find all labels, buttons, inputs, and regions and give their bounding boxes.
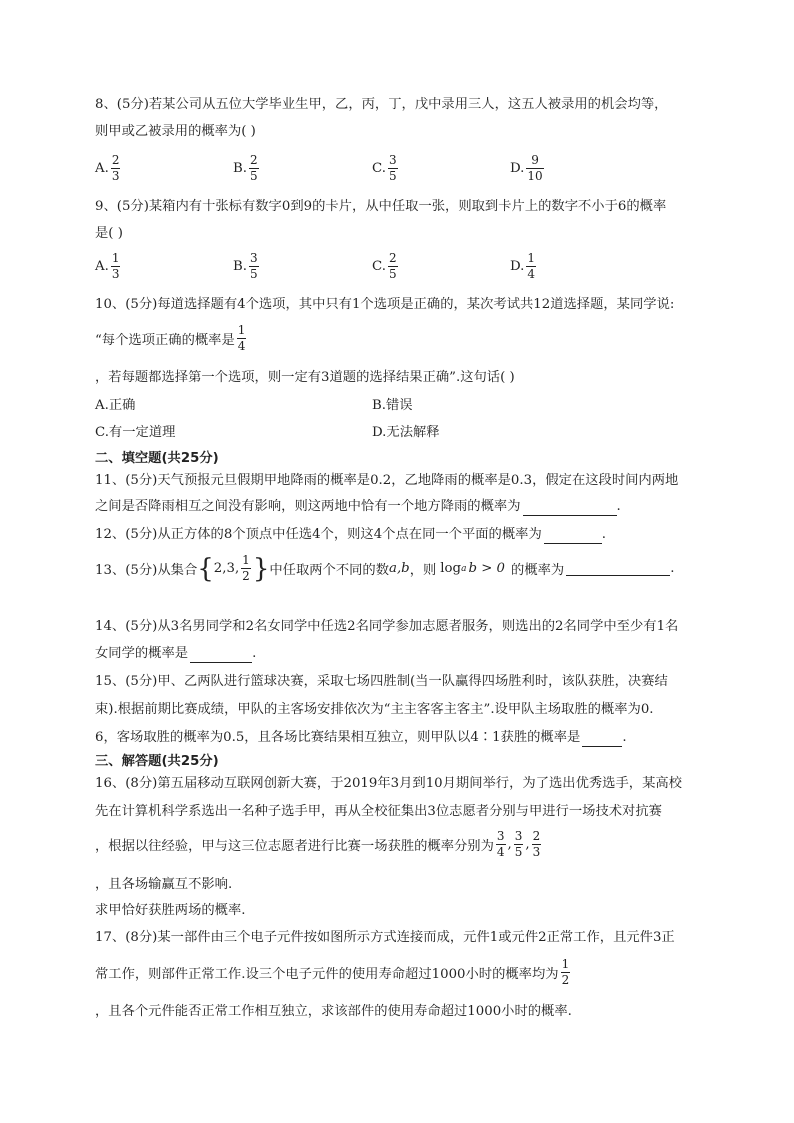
option-letter: C. — [372, 259, 386, 274]
q17-line2-text: 常工作，则部件正常工作.设三个电子元件的使用寿命超过1000小时的概率均为 — [95, 967, 559, 982]
q9-option-d[interactable] — [510, 252, 538, 281]
q9-option-a[interactable] — [95, 252, 122, 281]
q17-line3: ，且各个元件能否正常工作相互独立，求该部件的使用寿命超过1000小时的概率. — [95, 1004, 572, 1019]
fraction: $\frac{1}{3}$ — [111, 251, 120, 281]
q10-line2 — [95, 324, 248, 353]
q10-option-a[interactable]: A.正确 — [95, 398, 136, 413]
section-title-fill-in: 二、填空题(共25分) — [95, 451, 219, 466]
q13-line: 13、(5分)从集合 { 2,3, $\frac{1}{2}$ } 中任取两个不同的数 a,b ，则 log a b > 0 的概率为 . — [95, 553, 675, 584]
q16-line5: 求甲恰好获胜两场的概率. — [95, 903, 246, 918]
q8-option-c[interactable] — [372, 154, 400, 183]
fraction: $\frac{3}{5}$ — [250, 251, 258, 281]
answer-blank[interactable] — [566, 561, 670, 576]
answer-blank[interactable] — [544, 529, 602, 544]
option-letter: A. — [95, 161, 109, 176]
answer-blank[interactable] — [582, 732, 622, 747]
answer-blank[interactable] — [523, 501, 617, 516]
q8-line1: 8、(5分)若某公司从五位大学毕业生甲，乙，丙，丁，戊中录用三人，这五人被录用的机会均等， — [95, 97, 668, 112]
q16-line4: ，且各场输赢互不影响. — [95, 877, 233, 892]
q15-line1: 15、(5分)甲、乙两队进行篮球决赛，采取七场四胜制(当一队赢得四场胜利时，该队获胜，决赛结 — [95, 674, 668, 689]
fraction: $\frac{2}{3}$ — [111, 153, 120, 183]
fraction: $\frac{3}{5}$ — [388, 153, 397, 183]
q16-line3: ，根据以往经验，甲与这三位志愿者进行比赛一场获胜的概率分别为 $\frac{3}{4}$ , $\frac{3}{5}$ , $\frac{2}{3}$ — [95, 829, 541, 859]
option-letter: D. — [510, 161, 525, 176]
q13-suffix: 的概率为 — [511, 563, 565, 578]
fraction: $\frac{1}{2}$ — [561, 957, 570, 987]
log-base: a — [461, 563, 467, 574]
q10-line1: 10、(5分)每道选择题有4个选项，其中只有1个选项是正确的，某次考试共12道选择题，某同学说: — [95, 297, 675, 312]
q9-option-b[interactable] — [233, 252, 261, 281]
fraction: $\frac{3}{4}$ — [496, 829, 505, 859]
q13-prefix: 13、(5分)从集合 — [95, 563, 198, 578]
fraction: $\frac{9}{10}$ — [527, 153, 543, 183]
q8-option-b[interactable] — [233, 154, 261, 183]
fraction: $\frac{1}{4}$ — [527, 251, 536, 281]
q11-line1: 11、(5分)天气预报元旦假期甲地降雨的概率是0.2，乙地降雨的概率是0.3，假定在这段时间内两地 — [95, 473, 679, 488]
q12-line1: 12、(5分)从正方体的8个顶点中任选4个，则这4个点在同一个平面的概率为 . — [95, 527, 606, 542]
fraction: $\frac{1}{4}$ — [237, 323, 246, 353]
q10-option-c[interactable]: C.有一定道理 — [95, 425, 176, 440]
q17-line2 — [95, 958, 572, 987]
option-letter: D. — [510, 259, 525, 274]
q11-line2: 之间是否降雨相互之间没有影响，则这两地中恰有一个地方降雨的概率为 . — [95, 499, 621, 514]
q12-line1-text: 12、(5分)从正方体的8个顶点中任选4个，则这4个点在同一个平面的概率为 — [95, 527, 542, 542]
q16-line2: 先在计算机科学系选出一名种子选手甲，再从全校征集出3位志愿者分别与甲进行一场技术对抗赛 — [95, 804, 662, 819]
q10-option-b[interactable]: B.错误 — [372, 398, 413, 413]
q9-line1: 9、(5分)某箱内有十张标有数字0到9的卡片，从中任取一张，则取到卡片上的数字不小于6的概率 — [95, 199, 667, 214]
q14-line2-text: 女同学的概率是 — [95, 646, 189, 661]
q11-line2-text: 之间是否降雨相互之间没有影响，则这两地中恰有一个地方降雨的概率为 — [95, 499, 521, 514]
q9-option-c[interactable] — [372, 252, 400, 281]
q14-line1: 14、(5分)从3名男同学和2名女同学中任选2名同学参加志愿者服务，则选出的2名同学中至少有1名 — [95, 619, 679, 634]
q14-line2: 女同学的概率是 . — [95, 646, 257, 661]
fraction: $\frac{1}{2}$ — [242, 553, 250, 583]
q16-line1: 16、(8分)第五届移动互联网创新大赛，于2019年3月到10月期间举行，为了选出优秀选手，某高校 — [95, 776, 682, 791]
q15-line3-text: 6，客场取胜的概率为0.5，且各场比赛结果相互独立，则甲队以4∶1获胜的概率是 — [95, 730, 581, 745]
q9-line2: 是( ) — [95, 226, 123, 241]
q8-line2: 则甲或乙被录用的概率为( ) — [95, 124, 256, 139]
q10-quote-text: “每个选项正确的概率是 — [95, 333, 235, 348]
fraction: $\frac{2}{3}$ — [532, 829, 541, 859]
q16-line3-text: ，根据以往经验，甲与这三位志愿者进行比赛一场获胜的概率分别为 — [95, 839, 494, 854]
option-letter: B. — [233, 161, 247, 176]
q17-line1: 17、(8分)某一部件由三个电子元件按如图所示方式连接而成，元件1或元件2正常工作，且元件3正 — [95, 930, 675, 945]
q8-option-a[interactable] — [95, 154, 122, 183]
option-letter: B. — [233, 259, 247, 274]
section-title-answer: 三、解答题(共25分) — [95, 754, 219, 769]
fraction: $\frac{2}{5}$ — [388, 251, 397, 281]
right-brace: } — [252, 553, 270, 584]
left-brace: { — [197, 553, 214, 584]
q13-vars: a,b — [389, 561, 410, 576]
set-elements: 2,3, — [213, 561, 240, 576]
q10-option-d[interactable]: D.无法解释 — [372, 425, 440, 440]
fraction: $\frac{2}{5}$ — [250, 153, 258, 183]
q13-mid: 中任取两个不同的数 — [269, 563, 390, 578]
log-symbol: log — [440, 561, 462, 576]
q15-line3: 6，客场取胜的概率为0.5，且各场比赛结果相互独立，则甲队以4∶1获胜的概率是 . — [95, 730, 627, 745]
answer-blank[interactable] — [190, 648, 252, 663]
log-argument: b > 0 — [468, 561, 506, 576]
q13-then: ，则 — [409, 563, 437, 578]
fraction: $\frac{3}{5}$ — [514, 829, 523, 859]
option-letter: C. — [372, 161, 386, 176]
option-letter: A. — [95, 259, 109, 274]
q15-line2: 束).根据前期比赛成绩，甲队的主客场安排依次为“主主客客主客主”.设甲队主场取胜的概率为0. — [95, 702, 654, 717]
q10-line3: ，若每题都选择第一个选项，则一定有3道题的选择结果正确”.这句话( ) — [95, 370, 515, 385]
q8-option-d[interactable] — [510, 154, 546, 183]
